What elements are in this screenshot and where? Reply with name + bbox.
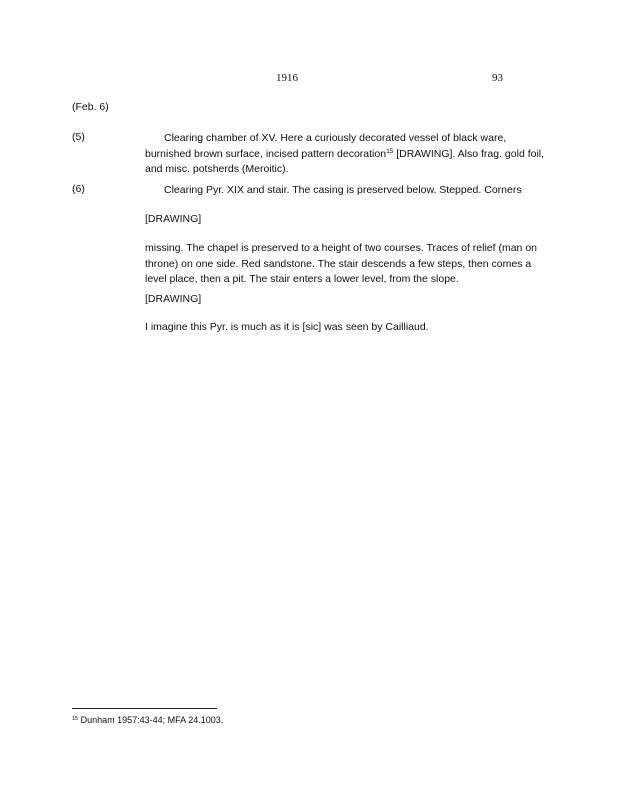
footnote-divider (72, 708, 217, 709)
footnote (72, 715, 223, 725)
entry-5-text (145, 131, 555, 178)
entry-5-text-before-ref: Clearing chamber of XV. Here a curiously decorated vessel of black ware, burnished brown surface, incised pattern decoration (145, 132, 507, 160)
entry-5-number: (5) (72, 131, 85, 143)
header-year: 1916 (276, 72, 298, 84)
entry-5-text-after-ref: [DRAWING]. Also frag. gold foil, and misc. potsherds (Meroitic). (145, 147, 545, 175)
entry-6-closing: I imagine this Pyr. is much as it is [sic] was seen by Cailliaud. (145, 321, 429, 333)
entry-6-text: Clearing Pyr. XIX and stair. The casing is preserved below. Stepped. Corners (164, 184, 522, 196)
header-page-number: 93 (492, 72, 503, 84)
footnote-number: 15 (72, 716, 79, 722)
entry-6-continuation: missing. The chapel is preserved to a height of two courses. Traces of relief (man on throne) on one side. Red sandstone. The stair descends a few steps, then comes a level place, then a pit. The stair enters a lower level, from the slope. (145, 242, 537, 285)
footnote-ref-15[interactable]: 15 (386, 147, 394, 155)
footnote-text: Dunham 1957:43-44; MFA 24.1003. (78, 715, 224, 725)
date-note: (Feb. 6) (72, 101, 109, 113)
entry-6-drawing-placeholder-2: [DRAWING] (145, 293, 202, 305)
entry-6-drawing-placeholder-1: [DRAWING] (145, 213, 202, 225)
entry-6-number: (6) (72, 183, 85, 195)
